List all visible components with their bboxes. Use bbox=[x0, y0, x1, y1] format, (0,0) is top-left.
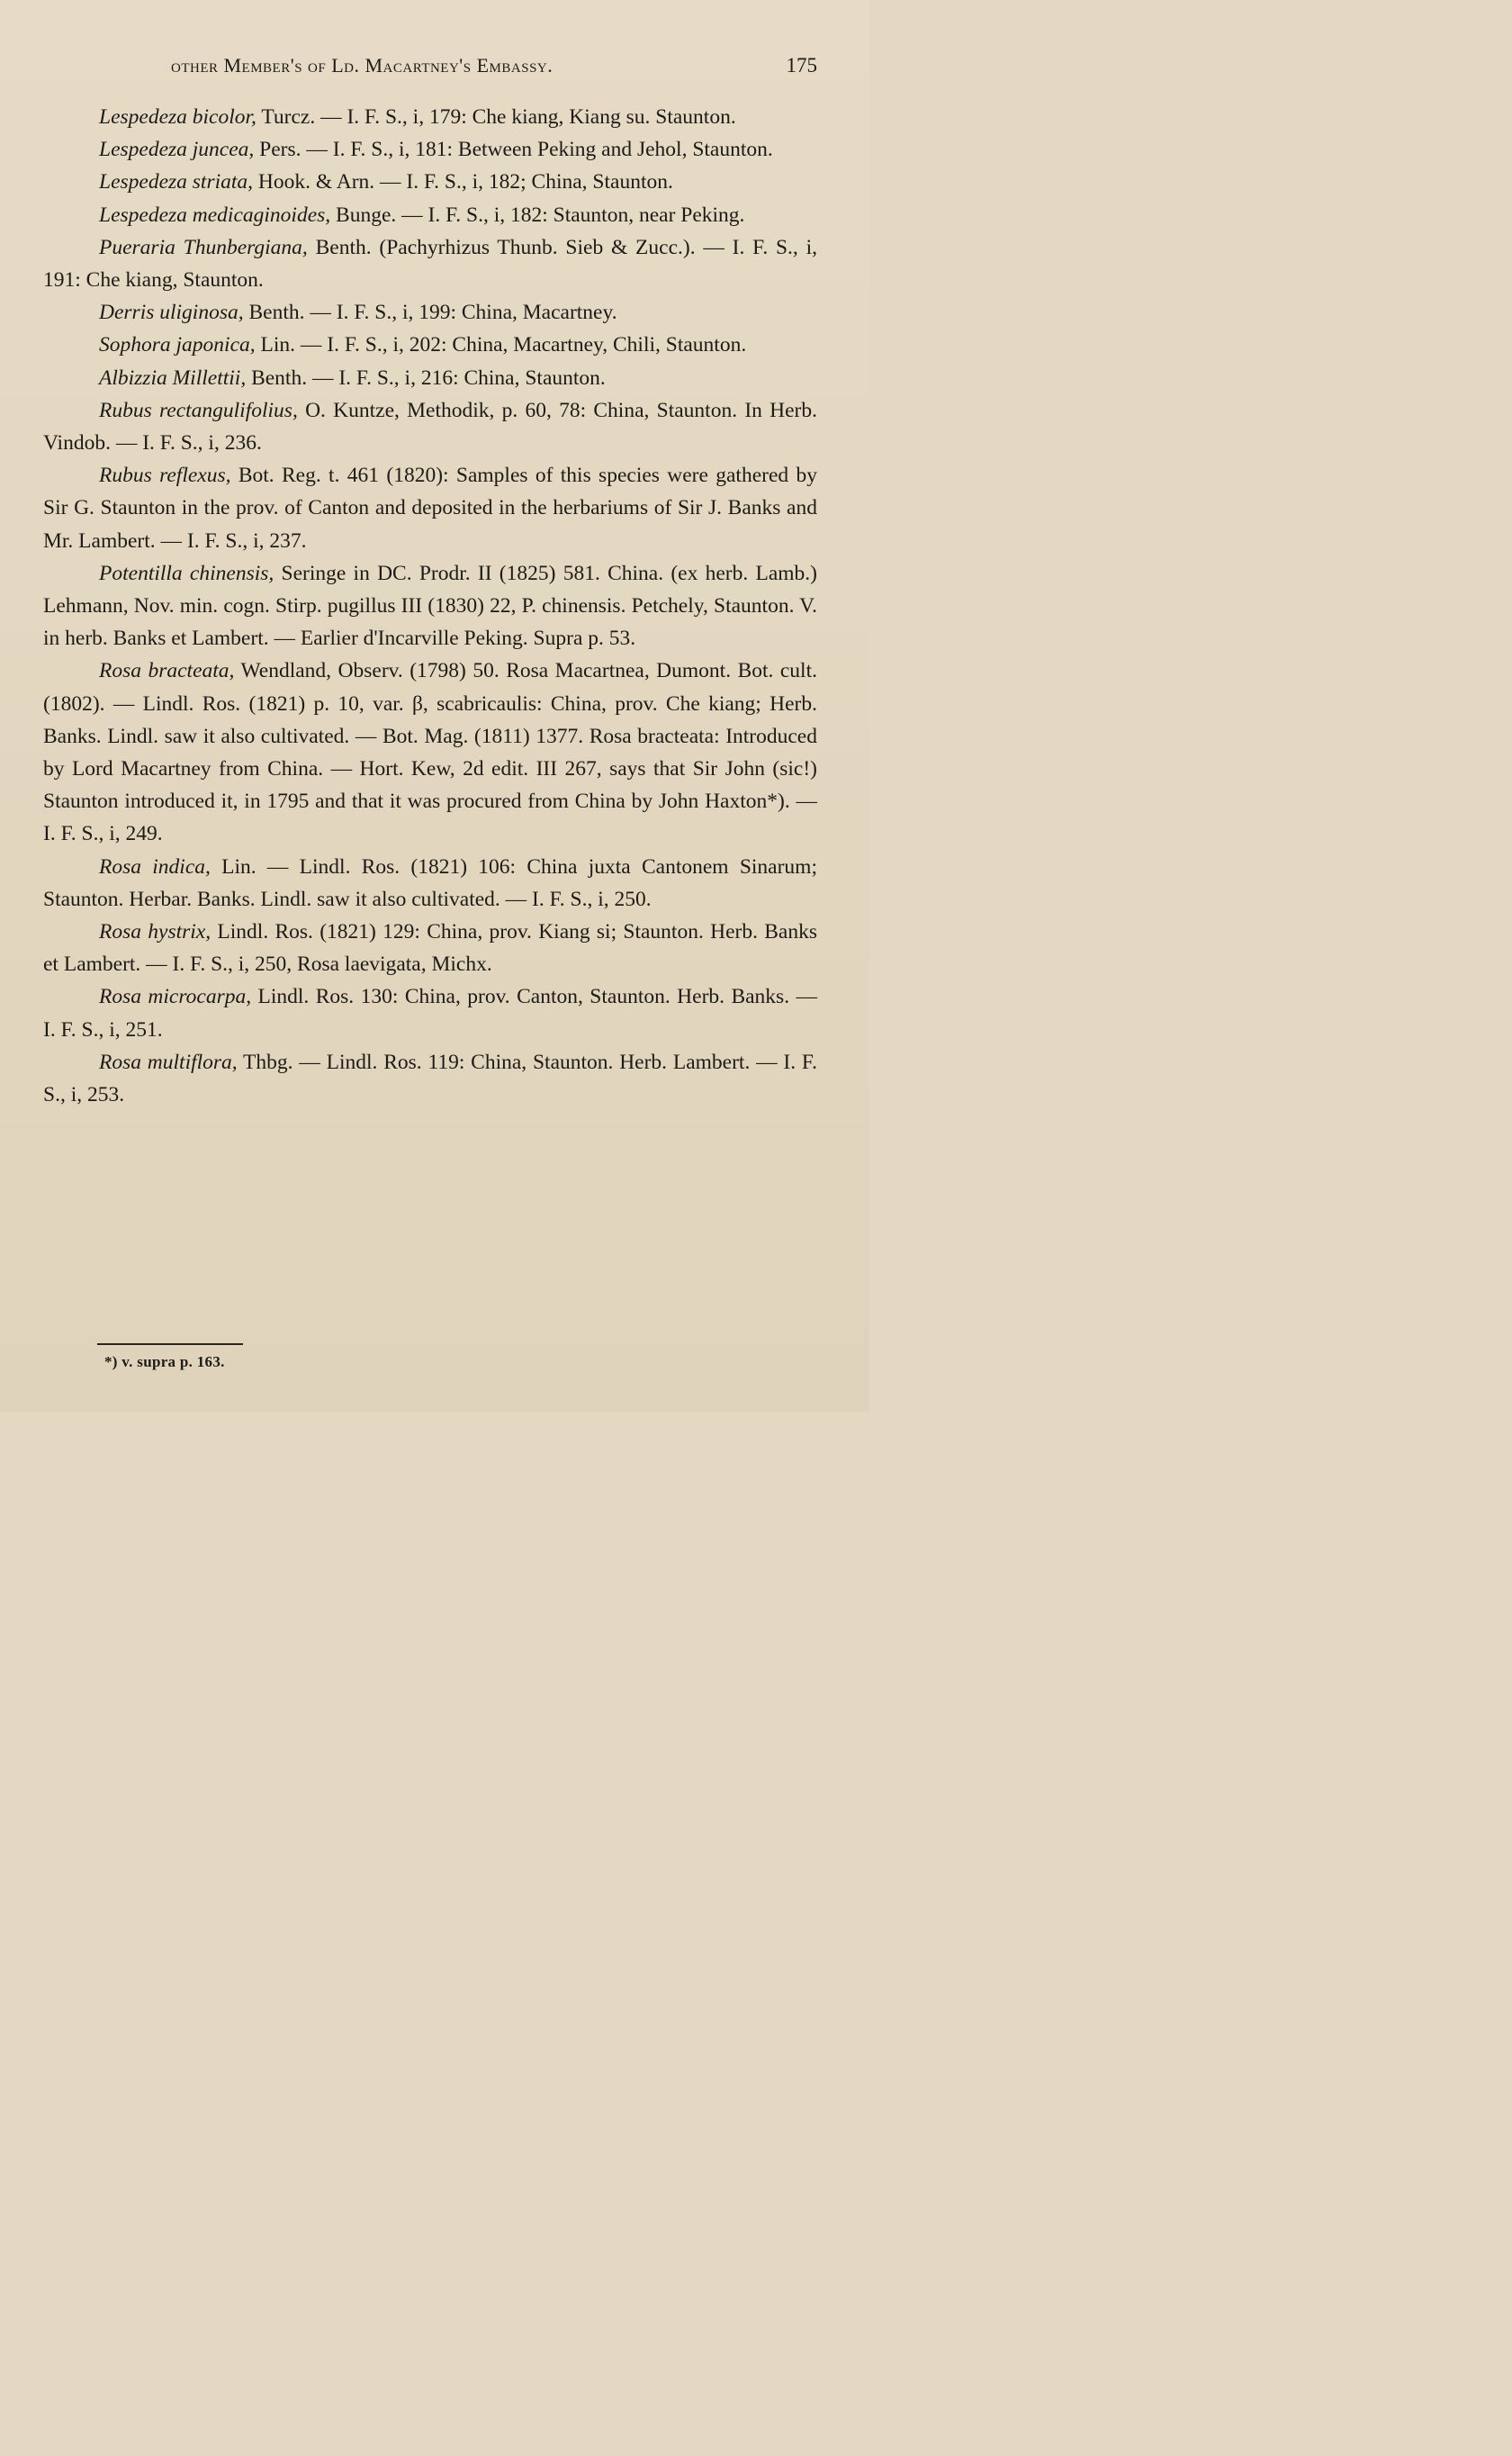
species-entry bbox=[43, 166, 817, 198]
species-name: Lespedeza bicolor, bbox=[99, 105, 256, 129]
entry-text: Seringe in DC. Prodr. II (1825) 581. China. (ex herb. Lamb.) Lehmann, Nov. min. cogn. Stirp. pugillus III (1830) 22, P. chinensis. Petchely, Staunton. V. in herb. Banks et Lambert. — Earlier d'Incarville Peking. Supra p. 53. bbox=[43, 561, 817, 651]
species-name: Lespedeza juncea, bbox=[99, 138, 255, 162]
species-name: Rosa indica, bbox=[99, 854, 211, 879]
species-name: Derris uliginosa, bbox=[99, 301, 244, 325]
species-entry bbox=[43, 916, 817, 980]
species-entry bbox=[43, 101, 817, 133]
species-entry bbox=[43, 394, 817, 459]
species-name: Rosa multiflora, bbox=[99, 1050, 238, 1074]
species-entry bbox=[43, 296, 817, 329]
entry-text: Lindl. Ros. (1821) 129: China, prov. Kiang si; Staunton. Herb. Banks et Lambert. — I. F. S., i, 250, Rosa laevigata, Michx. bbox=[43, 920, 817, 977]
entry-text: Benth. (Pachyrhizus Thunb. Sieb & Zucc.). — I. F. S., i, 191: Che kiang, Staunton. bbox=[43, 235, 817, 293]
species-entry bbox=[43, 851, 817, 916]
entry-text: Wendland, Observ. (1798) 50. Rosa Macartnea, Dumont. Bot. cult. (1802). — Lindl. Ros. (1821) p. 10, var. β, scabricaulis: China, prov. Che kiang; Herb. Banks. Lindl. saw it also cultivated. — Bot. Mag. (1811) 1377. Rosa bracteata: Introduced by Lord Macartney from China. — Hort. Kew, 2d edit. III 267, says that Sir John (sic!) Staunton introduced it, in 1795 and that it was procured from China by John Haxton*). — I. F. S., i, 249. bbox=[43, 659, 817, 846]
entry-text: Thbg. — Lindl. Ros. 119: China, Staunton. Herb. Lambert. — I. F. S., i, 253. bbox=[43, 1050, 817, 1107]
species-entry bbox=[43, 199, 817, 231]
species-name: Rubus rectangulifolius, bbox=[99, 398, 298, 422]
entry-text: Bot. Reg. t. 461 (1820): Samples of this species were gathered by Sir G. Staunton in the prov. of Canton and deposited in the herbariums of Sir J. Banks and Mr. Lambert. — I. F. S., i, 237. bbox=[43, 464, 817, 553]
entry-text: Benth. — I. F. S., i, 216: China, Staunton. bbox=[246, 366, 606, 390]
entry-text: Bunge. — I. F. S., i, 182: Staunton, near Peking. bbox=[330, 203, 745, 227]
book-page bbox=[0, 0, 869, 1412]
species-entry bbox=[43, 231, 817, 296]
species-entry bbox=[43, 362, 817, 394]
entry-text: Benth. — I. F. S., i, 199: China, Macartney. bbox=[243, 301, 617, 325]
entry-text: O. Kuntze, Methodik, p. 60, 78: China, Staunton. In Herb. Vindob. — I. F. S., i, 236. bbox=[43, 398, 817, 456]
species-name: Pueraria Thunbergiana, bbox=[99, 235, 308, 259]
species-name: Potentilla chinensis, bbox=[99, 561, 274, 585]
species-entry bbox=[43, 655, 817, 850]
species-entry bbox=[43, 459, 817, 557]
species-entry bbox=[43, 980, 817, 1045]
species-name: Rosa microcarpa, bbox=[99, 985, 252, 1009]
species-name: Lespedeza medicaginoides, bbox=[99, 203, 331, 227]
running-head: other Member's of Ld. Macartney's Embassy. bbox=[171, 54, 554, 77]
species-entry bbox=[43, 329, 817, 361]
footnote-divider bbox=[97, 1343, 243, 1345]
species-entry bbox=[43, 133, 817, 166]
entry-text: Lin. — I. F. S., i, 202: China, Macartney, Chili, Staunton. bbox=[255, 333, 747, 357]
page-body bbox=[43, 101, 817, 1111]
entry-text: Lindl. Ros. 130: China, prov. Canton, Staunton. Herb. Banks. — I. F. S., i, 251. bbox=[43, 985, 817, 1042]
species-name: Rosa bracteata, bbox=[99, 659, 235, 683]
entry-text: Hook. & Arn. — I. F. S., i, 182; China, Staunton. bbox=[253, 170, 673, 194]
entry-text: Lin. — Lindl. Ros. (1821) 106: China juxta Cantonem Sinarum; Staunton. Herbar. Banks. Lindl. saw it also cultivated. — I. F. S., i, 250. bbox=[43, 854, 817, 911]
footnote: *) v. supra p. 163. bbox=[104, 1353, 225, 1370]
species-name: Rosa hystrix, bbox=[99, 920, 212, 944]
entry-text: Pers. — I. F. S., i, 181: Between Peking and Jehol, Staunton. bbox=[254, 138, 773, 162]
page-number: 175 bbox=[786, 54, 817, 77]
entry-text: Turcz. — I. F. S., i, 179: Che kiang, Kiang su. Staunton. bbox=[256, 105, 736, 129]
species-name: Rubus reflexus, bbox=[99, 464, 231, 488]
species-name: Albizzia Millettii, bbox=[99, 366, 247, 390]
species-entry bbox=[43, 557, 817, 655]
species-name: Sophora japonica, bbox=[99, 333, 256, 357]
species-name: Lespedeza striata, bbox=[99, 170, 254, 194]
page-header bbox=[171, 50, 817, 83]
species-entry bbox=[43, 1046, 817, 1111]
